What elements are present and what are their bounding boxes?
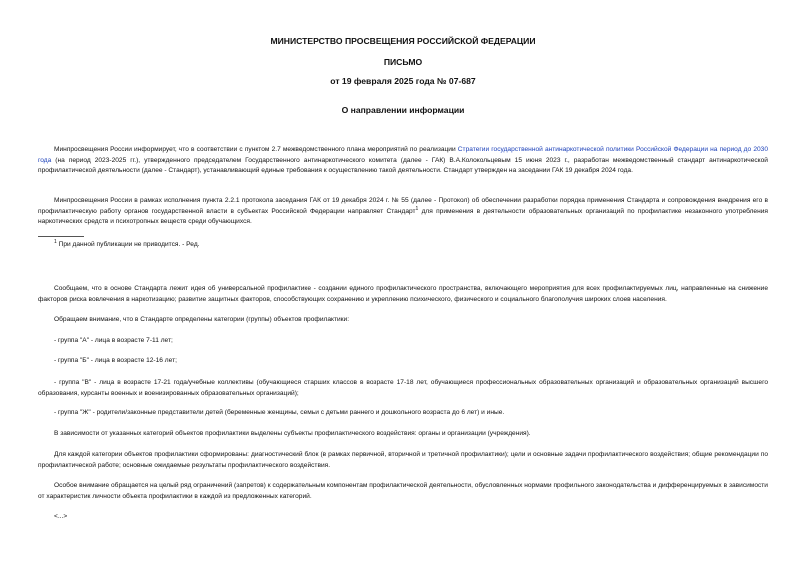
paragraph-1 [38, 145, 768, 177]
footnote-reference[interactable]: 1 [415, 205, 419, 212]
paragraph-10: Для каждой категории объектов профилактики сформированы: диагностический блок (в рамках первичной, вторичной и третичной профилактики); цели и основные задачи профилактического воздействия; общие рекомендации по профилактической работе; основные ожидаемые результаты профилактического воздействия. [38, 451, 768, 469]
footnote-divider [38, 236, 84, 237]
subject-heading: О направлении информации [341, 105, 465, 115]
list-item-group-a: - группа "А" - лица в возрасте 7-11 лет; [54, 337, 173, 344]
paragraph-2-text-end: для применения в деятельности образовательных организаций по профилактике незаконного употребления наркотических средств и психотропных веществ среди обучающихся. [38, 207, 768, 226]
footnote-text: При данной публикации не приводится. - Ред. [56, 241, 200, 248]
strategy-link[interactable]: Стратегии государственной антинаркотической политики Российской Федерации на период до 2030 года [38, 146, 768, 164]
paragraph-2-text-start: Минпросвещения России в рамках исполнения пункта 2.2.1 протокола заседания ГАК от 19 декабря 2024 г. № 55 (далее - Протокол) об обеспечении разработки порядка применения Стандарта и сопровождения внедрения его в профилактическую работу органов государственной власти в субъектах Российской Федерации направляет Стандарт [38, 197, 768, 215]
footnote [54, 240, 200, 250]
list-item-group-v: - группа "В" - лица в возрасте 17-21 года/учебные коллективы (обучающиеся старших классов в возрасте 17-18 лет, обучающиеся профессиональных образовательных организаций и образовательных организаций высшего образования, курсанты военных и военизированных образовательных организаций); [38, 379, 768, 397]
date-number-heading: от 19 февраля 2025 года № 07-687 [330, 76, 476, 86]
paragraph-4: Обращаем внимание, что в Стандарте определены категории (группы) объектов профилактики: [54, 316, 350, 323]
ministry-heading: МИНИСТЕРСТВО ПРОСВЕЩЕНИЯ РОССИЙСКОЙ ФЕДЕРАЦИИ [270, 36, 536, 46]
paragraph-9: В зависимости от указанных категорий объектов профилактики выделены субъекты профилактического воздействия: органы и организации (учреждения). [54, 430, 531, 437]
list-item-group-b: - группа "Б" - лица в возрасте 12-16 лет; [54, 357, 177, 364]
paragraph-11: Особое внимание обращается на целый ряд ограничений (запретов) к содержательным компонентам профилактической деятельности, обусловленных нормами профильного законодательства и дифференцируемых в зависимости от характеристик личности объекта профилактики в каждой из предложенных категорий. [38, 482, 768, 500]
paragraph-2 [38, 196, 768, 228]
paragraph-1-text-start: Минпросвещения России информирует, что в соответствии с пунктом 2.7 межведомственного плана мероприятий по реализации [54, 146, 458, 153]
paragraph-3: Сообщаем, что в основе Стандарта лежит идея об универсальной профилактике - создании единого профилактического пространства, включающего мероприятия для всех профилактируемых лиц, направленные на снижение факторов риска вовлечения в наркотизацию; развитие защитных факторов, способствующих сохранению и укреплению психического, физического и социального благополучия широких слоев населения. [38, 285, 768, 303]
footnote-mark: 1 [54, 238, 57, 245]
list-item-group-zh: - группа "Ж" - родители/законные представители детей (беременные женщины, семьи с детьми раннего и дошкольного возраста до 6 лет) и иные. [54, 409, 505, 416]
document-type-heading: ПИСЬМО [383, 57, 423, 67]
paragraph-1-text-end: (на период 2023-2025 гг.), утвержденного председателем Государственного антинаркотического комитета (далее - ГАК) В.А.Колокольцевым 15 июня 2023 г., разработан межведомственный стандарт антинаркотической профилактической деятельности (далее - Стандарт), устанавливающий единые требования к осуществлению такой деятельности. Стандарт утвержден на заседании ГАК 19 декабря 2024 года. [38, 156, 768, 175]
ellipsis-marker: <...> [54, 513, 68, 520]
